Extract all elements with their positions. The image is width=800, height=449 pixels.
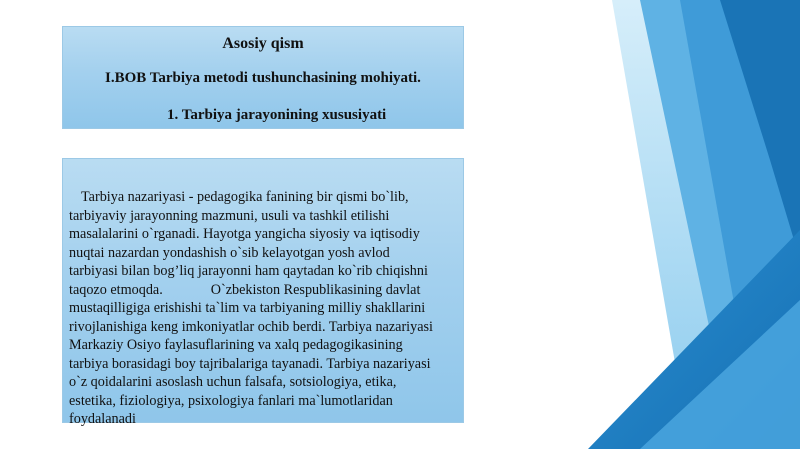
section-heading: 1. Tarbiya jarayonining xususiyati (167, 107, 387, 123)
title-box (62, 26, 464, 129)
body-line: Markaziy Osiyo faylasuflarining va xalq pedagogikasining (69, 337, 403, 353)
body-line: mustaqilligiga erishishi ta`lim va tarbiyaning milliy shakllarini (69, 300, 426, 316)
body-line: masalalarini o`rganadi. Hayotga yangicha siyosiy va iqtisodiy (69, 226, 420, 242)
body-line: Tarbiya nazariyasi - pedagogika fanining bir qismi bo`lib, (81, 189, 409, 205)
body-line: nuqtai nazardan yondashish o`sib kelayotgan yosh avlod (69, 244, 390, 261)
body-line: O`zbekiston Respublikasining davlat (210, 281, 421, 298)
body-line: rivojlanishiga keng imkoniyatlar ochib berdi. Tarbiya nazariyasi (69, 318, 433, 335)
body-line: taqozo etmoqda. (69, 281, 163, 298)
body-line: tarbiyasi bilan bog’liq jarayonni ham qaytadan ko`rib chiqishni (69, 263, 428, 279)
body-paragraph (69, 188, 461, 429)
body-line: foydalanadi (69, 411, 136, 427)
body-line: tarbiyaviy jarayonning mazmuni, usuli va tashkil etilishi (69, 207, 390, 224)
content-box (62, 158, 464, 427)
body-line: estetika, fiziologiya, psixologiya fanlari ma`lumotlaridan (69, 392, 393, 409)
chapter-heading: I.BOB Tarbiya metodi tushunchasining mohiyati. (105, 70, 421, 86)
slide-title: Asosiy qism (222, 35, 304, 52)
body-line: o`z qoidalarini asoslash uchun falsafa, sotsiologiya, etika, (69, 374, 397, 390)
body-line: tarbiya borasidagi boy tajribalariga tayanadi. Tarbiya nazariyasi (69, 355, 431, 372)
